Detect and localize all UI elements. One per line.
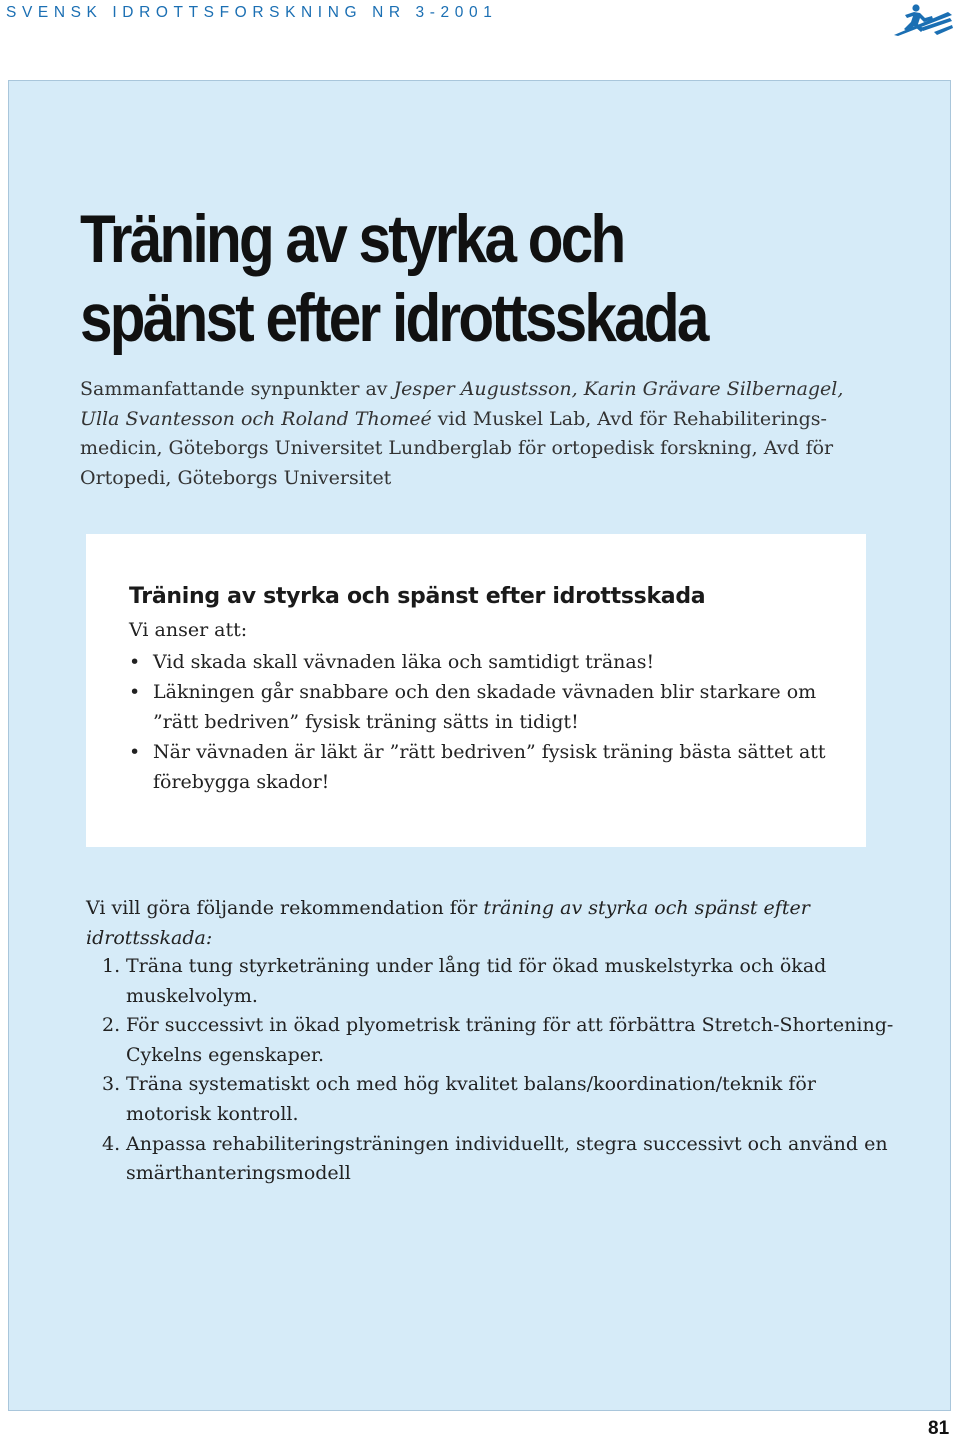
recommendation-text: För successivt in ökad plyometrisk träning för att förbättra Stretch-Shortening-Cykelns egenskaper.	[126, 1014, 894, 1066]
bullet-icon: •	[129, 651, 141, 673]
recommendation-number: 2.	[102, 1014, 121, 1037]
recommendation-lead	[86, 893, 866, 953]
recommendation-text: Träna systematiskt och med hög kvalitet balans/koordination/teknik för motorisk kontroll.	[126, 1073, 816, 1125]
summary-box-title: Träning av styrka och spänst efter idrottsskada	[129, 584, 706, 609]
intro-authors: Jesper Augustsson, Karin Grävare Silbernagel, Ulla Svantesson och Roland Thomeé	[80, 378, 844, 430]
summary-bullet-item	[129, 647, 849, 677]
summary-bullet-text: Vid skada skall vävnaden läka och samtidigt tränas!	[153, 651, 655, 673]
recommendation-text: Anpassa rehabiliteringsträningen individuellt, stegra successivt och använd en smärthanteringsmodell	[126, 1132, 888, 1185]
summary-bullet-text: Läkningen går snabbare och den skadade vävnaden blir starkare om ”rätt bedriven” fysisk träning sätts in tidigt!	[153, 681, 817, 733]
intro-prefix: Sammanfattande synpunkter av	[80, 378, 394, 400]
article-title	[80, 200, 768, 358]
summary-bullet-item	[129, 737, 849, 797]
recommendation-number: 4.	[102, 1132, 121, 1155]
page-number: 81	[928, 1418, 950, 1439]
recommendation-list	[102, 952, 902, 1189]
recommendation-number: 1.	[102, 955, 121, 977]
article-title-line-1: Träning av styrka och	[80, 201, 624, 277]
running-figure-logo-icon	[890, 2, 954, 36]
summary-bullet-item	[129, 677, 849, 737]
recommendation-lead-prefix: Vi vill göra följande rekommendation för	[86, 897, 484, 919]
summary-bullet-text: När vävnaden är läkt är ”rätt bedriven” fysisk träning bästa sättet att förebygga skador!	[153, 741, 826, 793]
bullet-icon: •	[129, 681, 141, 703]
article-intro	[80, 375, 870, 493]
article-title-line-2: spänst efter idrottsskada	[80, 280, 707, 356]
recommendation-number: 3.	[102, 1073, 121, 1096]
recommendation-item	[102, 952, 902, 1011]
recommendation-text: Träna tung styrketräning under lång tid för ökad muskelstyrka och ökad muskelvolym.	[126, 955, 827, 1007]
intro-suffix: vid Muskel Lab, Avd för Rehabiliterings-medicin, Göteborgs Universitet Lundberglab för ortopedisk forskning, Avd för Ortopedi, Göteborgs Universitet	[80, 407, 834, 489]
summary-bullet-list	[129, 647, 849, 797]
recommendation-item	[102, 1130, 902, 1189]
summary-box-lead: Vi anser att:	[129, 619, 248, 641]
recommendation-item	[102, 1070, 902, 1129]
summary-box	[86, 534, 866, 847]
bullet-icon: •	[129, 741, 141, 763]
recommendation-lead-emphasis: träning av styrka och spänst efter idrottsskada:	[86, 897, 810, 949]
journal-header: SVENSK IDROTTSFORSKNING NR 3-2001	[6, 4, 498, 21]
recommendation-item	[102, 1011, 902, 1070]
